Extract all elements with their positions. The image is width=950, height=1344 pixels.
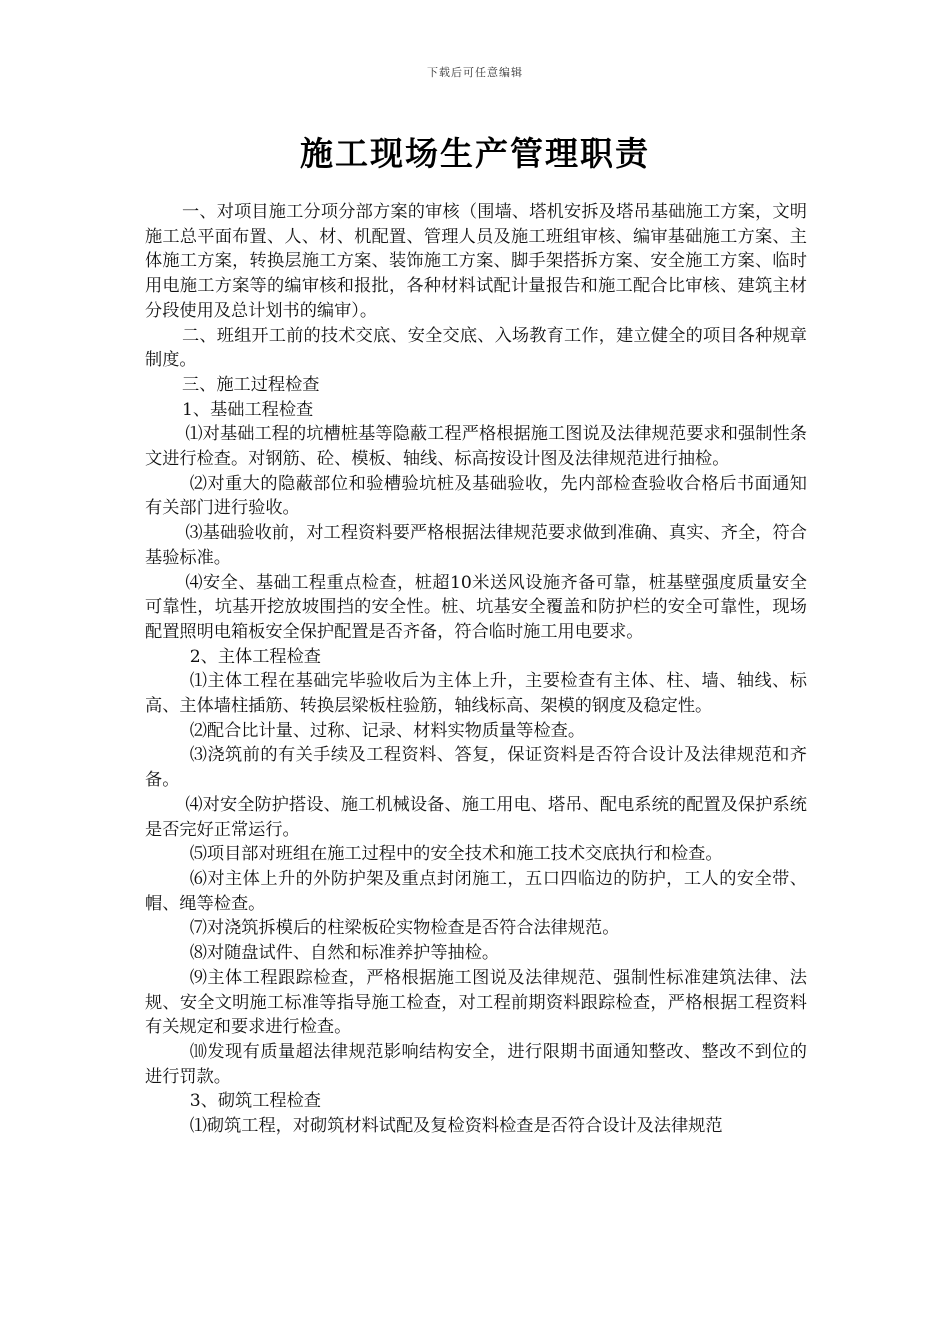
document-title: 施工现场生产管理职责 bbox=[300, 134, 650, 173]
paragraph-foundation-item-3: ⑶基础验收前，对工程资料要严格根据法律规范要求做到准确、真实、齐全，符合基验标准。 bbox=[145, 523, 807, 568]
paragraph-main-item-4: ⑷对安全防护搭设、施工机械设备、施工用电、塔吊、配电系统的配置及保护系统是否完好正常运行。 bbox=[145, 794, 807, 840]
heading-masonry-check: 3、砌筑工程检查 bbox=[189, 1091, 321, 1112]
paragraph-main-item-5: ⑸项目部对班组在施工过程中的安全技术和施工技术交底执行和检查。 bbox=[189, 844, 723, 865]
paragraph-main-item-6: ⑹对主体上升的外防护架及重点封闭施工，五口四临边的防护，工人的安全带、帽、绳等检查。 bbox=[145, 868, 807, 914]
heading-foundation-check: 1、基础工程检查 bbox=[181, 399, 314, 420]
paragraph-main-item-7: ⑺对浇筑拆模后的柱梁板砼实物检查是否符合法律规范。 bbox=[189, 918, 620, 939]
page-header-note: 下载后可任意编辑 bbox=[427, 66, 523, 79]
paragraph-section-2: 二、班组开工前的技术交底、安全交底、入场教育工作，建立健全的项目各种规章制度。 bbox=[145, 325, 807, 371]
paragraph-main-item-10: ⑽发现有质量超法律规范影响结构安全，进行限期书面通知整改、整改不到位的进行罚款。 bbox=[145, 1041, 807, 1087]
heading-section-3: 三、施工过程检查 bbox=[181, 374, 320, 395]
paragraph-foundation-item-1: ⑴对基础工程的坑槽桩基等隐蔽工程严格根据施工图说及法律规范要求和强制性条文进行检查。对钢筋、砼、模板、轴线、标高按设计图及法律规范进行抽检。 bbox=[145, 424, 807, 470]
paragraph-main-item-1: ⑴主体工程在基础完毕验收后为主体上升，主要检查有主体、柱、墙、轴线、标高、主体墙柱插筋、转换层梁板柱验筋，轴线标高、架模的钢度及稳定性。 bbox=[145, 671, 807, 717]
paragraph-main-item-8: ⑻对随盘试件、自然和标准养护等抽检。 bbox=[189, 943, 500, 964]
paragraph-section-1: 一、对项目施工分项分部方案的审核（围墙、塔机安拆及塔吊基础施工方案，文明施工总平面布置、人、材、机配置、管理人员及施工班组审核、编审基础施工方案、主体施工方案，转换层施工方案、装饰施工方案、脚手架搭拆方案、安全施工方案、临时用电施工方案等的编审核和报批，各种材料试配计量报告和施工配合比审核、建筑主材分段使用及总计划书的编审）。 bbox=[145, 202, 807, 321]
paragraph-foundation-item-2: ⑵对重大的隐蔽部位和验槽验坑桩及基础验收，先内部检查验收合格后书面通知有关部门进行验收。 bbox=[145, 473, 807, 519]
heading-main-structure-check: 2、主体工程检查 bbox=[189, 646, 321, 667]
paragraph-main-item-2: ⑵配合比计量、过称、记录、材料实物质量等检查。 bbox=[189, 720, 586, 741]
paragraph-main-item-9: ⑼主体工程跟踪检查，严格根据施工图说及法律规范、强制性标准建筑法律、法规、安全文明施工标准等指导施工检查，对工程前期资料跟踪检查，严格根据工程资料有关规定和要求进行检查。 bbox=[145, 967, 807, 1038]
paragraph-main-item-3: ⑶浇筑前的有关手续及工程资料、答复，保证资料是否符合设计及法律规范和齐备。 bbox=[145, 745, 807, 791]
document-body bbox=[145, 200, 807, 1139]
paragraph-foundation-item-4: ⑷安全、基础工程重点检查，桩超10米送风设施齐备可靠，桩基壁强度质量安全可靠性，坑基开挖放坡围挡的安全性。桩、坑基安全覆盖和防护栏的安全可靠性，现场配置照明电箱板安全保护配置是否齐备，符合临时施工用电要求。 bbox=[145, 572, 807, 642]
paragraph-masonry-item-1: ⑴砌筑工程，对砌筑材料试配及复检资料检查是否符合设计及法律规范 bbox=[189, 1116, 723, 1137]
